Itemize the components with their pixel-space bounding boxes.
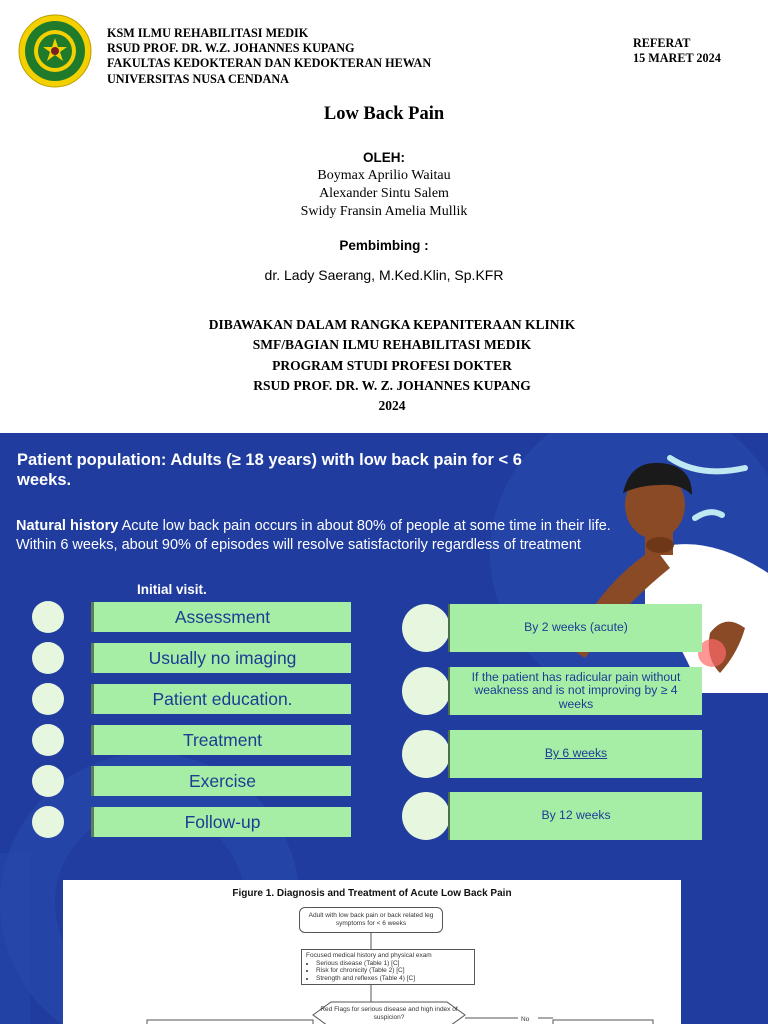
right-step-6-weeks[interactable] [402, 730, 702, 778]
patient-population: Patient population: Adults (≥ 18 years) with low back pain for < 6 weeks. [17, 451, 522, 489]
step-circle [402, 667, 450, 715]
institution-line: UNIVERSITAS NUSA CENDANA [107, 71, 289, 86]
dibawakan-line: SMF/BAGIAN ILMU REHABILITASI MEDIK [252, 337, 532, 353]
flow-history-title: Focused medical history and physical exam [306, 952, 432, 959]
dibawakan-line: 2024 [378, 398, 406, 414]
step-label: If the patient has radicular pain without weakness and is not improving by ≥ 4 weeks [448, 667, 702, 715]
dibawakan-line: DIBAWAKAN DALAM RANGKA KEPANITERAAN KLINIK [208, 317, 576, 332]
flow-history-item: • Risk for chronicity (Table 2) [C] [316, 967, 470, 975]
left-step-assessment [30, 600, 322, 632]
left-step-education [30, 682, 322, 714]
author-name: Alexander Sintu Salem [319, 186, 449, 201]
institution-line: RSUD PROF. DR. W.Z. JOHANNES KUPANG [107, 41, 355, 56]
page-title: Low Back Pain [323, 104, 445, 124]
figure-title: Figure 1. Diagnosis and Treatment of Acute Low Back Pain [232, 888, 512, 899]
doc-meta [633, 36, 721, 66]
institution-line: FAKULTAS KEDOKTERAN DAN KEDOKTERAN HEWAN [107, 56, 432, 71]
step-circle [402, 604, 450, 652]
step-circle [32, 765, 64, 797]
right-step-radicular [402, 667, 702, 715]
right-step-12-weeks [402, 792, 702, 840]
doc-date: 15 MARET 2024 [633, 51, 721, 66]
university-logo [18, 14, 92, 88]
flowchart-figure [63, 880, 681, 1024]
step-circle [402, 730, 450, 778]
author-name: Boymax Aprilio Waitau [317, 168, 451, 183]
initial-visit-label: Initial visit. [137, 582, 207, 597]
left-step-imaging [30, 641, 322, 673]
step-link[interactable] [448, 730, 702, 778]
step-label: Usually no imaging [91, 643, 351, 673]
pembimbing-name: dr. Lady Saerang, M.Ked.Klin, Sp.KFR [264, 267, 504, 283]
dibawakan-block [0, 315, 768, 416]
institution-line: KSM ILMU REHABILITASI MEDIK [107, 26, 309, 40]
step-label: Patient education. [91, 684, 351, 714]
document-header-section [0, 0, 768, 433]
step-label: Treatment [91, 725, 351, 755]
infographic-slide [0, 433, 768, 1024]
doc-type: REFERAT [633, 36, 691, 50]
authors-list [0, 167, 768, 221]
dibawakan-line: RSUD PROF. DR. W. Z. JOHANNES KUPANG [253, 377, 531, 393]
step-label: Exercise [91, 766, 351, 796]
author-name: Swidy Fransin Amelia Mullik [300, 204, 468, 219]
back-pain-person-illustration [560, 433, 768, 693]
pembimbing-label: Pembimbing : [339, 238, 429, 253]
step-label: By 2 weeks (acute) [448, 604, 702, 652]
left-step-exercise [30, 764, 322, 796]
step-circle [32, 724, 64, 756]
oleh-label: OLEH: [363, 150, 405, 165]
flow-history-item: • Strength and reflexes (Table 4) [C] [316, 975, 470, 983]
step-circle [402, 792, 450, 840]
flow-start-box: Adult with low back pain or back related leg symptoms for < 6 weeks [299, 907, 443, 933]
natural-history-label: Natural history [16, 518, 119, 534]
step-link-text[interactable]: By 6 weeks [544, 746, 608, 761]
step-label: Assessment [91, 602, 351, 632]
step-circle [32, 683, 64, 715]
flow-decision: Red Flags for serious disease and high index of suspicion? [320, 1006, 458, 1021]
natural-history-line: Within 6 weeks, about 90% of episodes will resolve satisfactorily regardless of treatment [16, 537, 581, 553]
step-circle [32, 642, 64, 674]
flow-no-label: No [521, 1016, 530, 1023]
flow-history-item: • Serious disease (Table 1) [C] [316, 960, 470, 968]
right-step-2-weeks [402, 604, 702, 652]
left-step-follow-up [30, 805, 322, 837]
dibawakan-line: PROGRAM STUDI PROFESI DOKTER [272, 357, 512, 373]
natural-history-line: Acute low back pain occurs in about 80% of people at some time in their life. [118, 518, 611, 534]
left-step-treatment [30, 723, 322, 755]
step-label: By 12 weeks [448, 792, 702, 840]
step-label: Follow-up [91, 807, 351, 837]
step-circle [32, 806, 64, 838]
flow-history-box [301, 949, 475, 985]
step-circle [32, 601, 64, 633]
institution-block [107, 26, 431, 87]
